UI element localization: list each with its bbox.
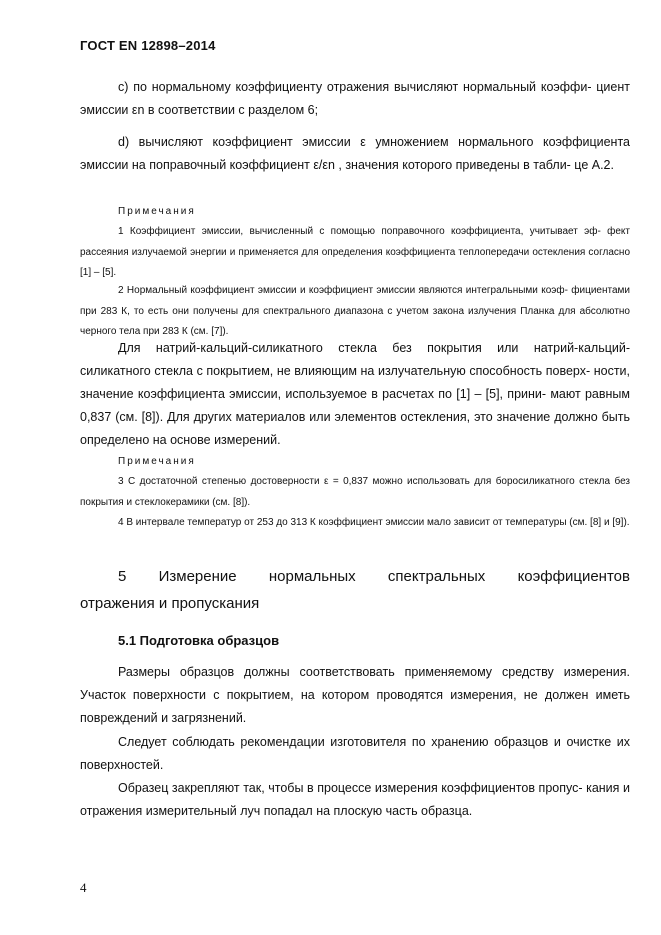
subsection-5-1-title: 5.1 Подготовка образцов bbox=[118, 633, 280, 648]
note-1: 1 Коэффициент эмиссии, вычисленный с помощью поправочного коэффициента, учитывает эф- фект рассеяния излучаемой энергии и применяется для определения коэффициента теплопередачи остекления согласно [1] – [5]. bbox=[80, 226, 630, 278]
page-number: 4 bbox=[80, 880, 87, 895]
section-title-word: нормальных bbox=[268, 568, 356, 585]
paragraph-d: d) вычисляют коэффициент эмиссии ε умножением нормального коэффициента эмиссии на поправочный коэффициент ε/εn , значения которого приведены в табли- це А.2. bbox=[80, 135, 630, 172]
section-title-word: Измерение bbox=[158, 568, 237, 585]
section-5-title bbox=[80, 563, 630, 617]
notes-heading: Примечания bbox=[118, 206, 196, 217]
section-title-word: спектральных bbox=[387, 568, 486, 585]
section-number: 5 bbox=[118, 568, 127, 585]
note-3: 3 С достаточной степенью достоверности ε = 0,837 можно использовать для боросиликатного стекла без покрытия и стеклокерамики (см. [8]). bbox=[80, 476, 630, 508]
section-title-word: коэффициентов bbox=[517, 568, 630, 585]
note-2: 2 Нормальный коэффициент эмиссии и коэффициент эмиссии являются интегральными коэф- фициентами при 283 К, то есть они получены для спектрального диапазона с учетом закона излучения Планка для абсолютно черного тела при 283 К (см. [7]). bbox=[80, 285, 630, 337]
paragraph-samples-size: Размеры образцов должны соответствовать применяемому средству измерения. Участок поверхности с покрытием, на котором проводятся измерения, не должен иметь повреждений и загрязнений. bbox=[80, 665, 630, 725]
paragraph-glass: Для натрий-кальций-силикатного стекла без покрытия или натрий-кальций- силикатного стекла с покрытием, не влияющим на излучательную способность поверх- ности, значение коэффициента эмиссии, используемое в расчетах по [1] – [5], прини- мают равным 0,837 (см. [8]). Для других материалов или элементов остекления, это значение должно быть определено на основе измерений. bbox=[80, 341, 630, 447]
paragraph-samples-storage: Следует соблюдать рекомендации изготовителя по хранению образцов и очистке их поверхностей. bbox=[80, 735, 630, 772]
paragraph-c: c) по нормальному коэффициенту отражения вычисляют нормальный коэффи- циент эмиссии εn в соответствии с разделом 6; bbox=[80, 80, 630, 117]
note-4: 4 В интервале температур от 253 до 313 К коэффициент эмиссии мало зависит от температуры (см. [8] и [9]). bbox=[118, 517, 630, 528]
section-title-line2: отражения и пропускания bbox=[80, 595, 260, 612]
document-header: ГОСТ EN 12898–2014 bbox=[80, 38, 216, 53]
paragraph-samples-mounting: Образец закрепляют так, чтобы в процессе измерения коэффициентов пропус- кания и отражения измерительный луч попадал на плоскую часть образца. bbox=[80, 781, 630, 818]
notes-heading: Примечания bbox=[118, 456, 196, 467]
